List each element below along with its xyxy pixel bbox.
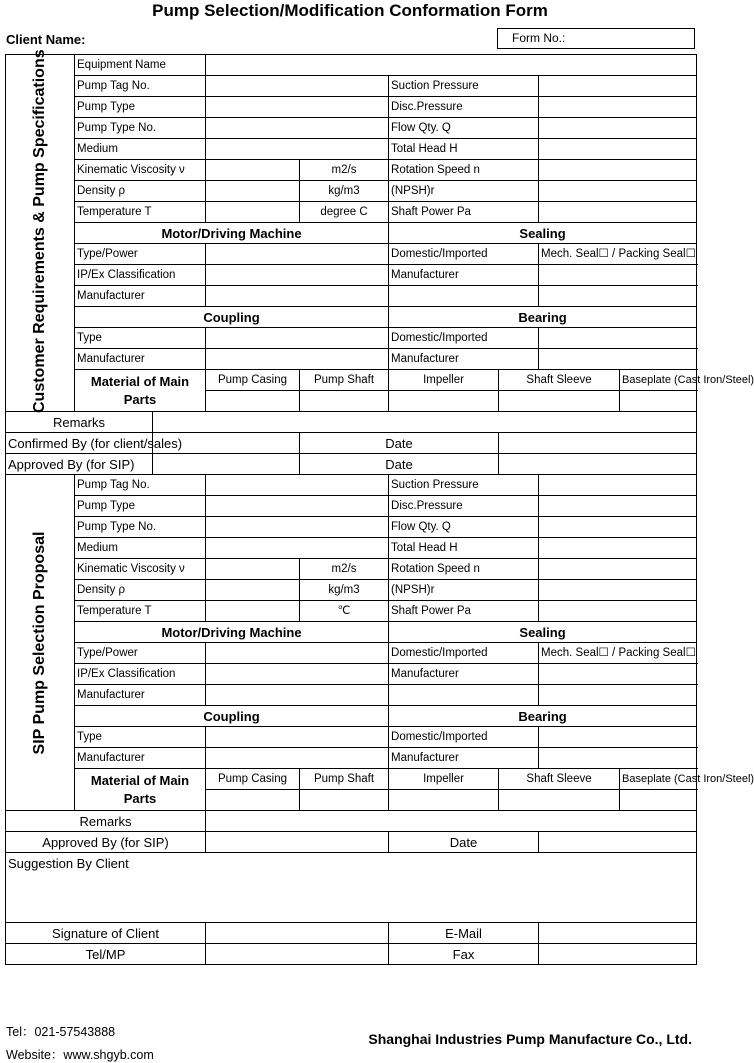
sealing-manufacturer-label: Manufacturer: [389, 265, 539, 286]
section2-vertical-title: [6, 475, 75, 811]
baseplate-field-2[interactable]: [620, 790, 697, 811]
approved-by-label-2: Approved By (for SIP): [6, 832, 206, 853]
ipex-label-2: IP/Ex Classification: [75, 664, 206, 685]
suction-pressure-label: Suction Pressure: [389, 76, 539, 97]
approved-by-field[interactable]: [153, 454, 300, 475]
temperature-label: Temperature T: [75, 202, 206, 223]
sealing-header-2: Sealing: [389, 622, 697, 643]
blank-cell: [539, 685, 697, 706]
part-pump-casing-2: Pump Casing: [206, 769, 300, 790]
flow-qty-label-2: Flow Qty. Q: [389, 517, 539, 538]
pump-type-field-2[interactable]: [206, 496, 389, 517]
baseplate-field[interactable]: [620, 391, 697, 412]
viscosity-label: Kinematic Viscosity ν: [75, 160, 206, 181]
temperature-unit: degree C: [300, 202, 389, 223]
flow-qty-field-2[interactable]: [539, 517, 697, 538]
shaft-power-field-2[interactable]: [539, 601, 697, 622]
blank-cell: [389, 685, 539, 706]
temperature-field-2[interactable]: [206, 601, 300, 622]
sealing-header: Sealing: [389, 223, 697, 244]
viscosity-label-2: Kinematic Viscosity ν: [75, 559, 206, 580]
email-field[interactable]: [539, 923, 697, 944]
pump-casing-field[interactable]: [206, 391, 300, 412]
pump-tag-label: Pump Tag No.: [75, 76, 206, 97]
coupling-type-field[interactable]: [206, 328, 389, 349]
equipment-name-field[interactable]: [206, 55, 697, 76]
part-shaft-sleeve: Shaft Sleeve: [499, 370, 620, 391]
confirmed-date-field[interactable]: [499, 433, 697, 454]
part-pump-shaft: Pump Shaft: [300, 370, 389, 391]
density-unit-2: kg/m3: [300, 580, 389, 601]
motor-header-2: Motor/Driving Machine: [75, 622, 389, 643]
temperature-label-2: Temperature T: [75, 601, 206, 622]
pump-tag-label-2: Pump Tag No.: [75, 475, 206, 496]
section2-title: SIP Pump Selection Proposal: [31, 531, 48, 754]
viscosity-field-2[interactable]: [206, 559, 300, 580]
section1-vertical-title: [6, 49, 75, 413]
npsh-field-2[interactable]: [539, 580, 697, 601]
ipex-field[interactable]: [206, 265, 389, 286]
viscosity-field[interactable]: [206, 160, 300, 181]
npsh-field[interactable]: [539, 181, 697, 202]
pump-casing-field-2[interactable]: [206, 790, 300, 811]
motor-header: Motor/Driving Machine: [75, 223, 389, 244]
type-power-label-2: Type/Power: [75, 643, 206, 664]
pump-type-no-label: Pump Type No.: [75, 118, 206, 139]
bearing-header-2: Bearing: [389, 706, 697, 727]
sealing-manufacturer-field-2[interactable]: [539, 664, 697, 685]
footer-website: Website：www.shgyb.com: [6, 1048, 154, 1062]
rotation-speed-label: Rotation Speed n: [389, 160, 539, 181]
pump-type-label-2: Pump Type: [75, 496, 206, 517]
rotation-speed-field-2[interactable]: [539, 559, 697, 580]
suction-pressure-label-2: Suction Pressure: [389, 475, 539, 496]
bearing-domestic-field[interactable]: [539, 328, 697, 349]
suction-pressure-field[interactable]: [539, 76, 697, 97]
disc-pressure-label: Disc.Pressure: [389, 97, 539, 118]
medium-label: Medium: [75, 139, 206, 160]
density-label-2: Density ρ: [75, 580, 206, 601]
part-pump-shaft-2: Pump Shaft: [300, 769, 389, 790]
density-field-2[interactable]: [206, 580, 300, 601]
suggestion-field[interactable]: [6, 853, 697, 923]
bearing-domestic-label: Domestic/Imported: [389, 328, 539, 349]
approved-by-field-2[interactable]: [206, 832, 389, 853]
total-head-field-2[interactable]: [539, 538, 697, 559]
footer-company: Shanghai Industries Pump Manufacture Co., Ltd.: [368, 1031, 692, 1047]
type-power-field-2[interactable]: [206, 643, 389, 664]
pump-type-no-field-2[interactable]: [206, 517, 389, 538]
shaft-power-label: Shaft Power Pa: [389, 202, 539, 223]
coupling-manufacturer-label-2: Manufacturer: [75, 748, 206, 769]
client-name-label: Client Name:: [6, 32, 86, 47]
temperature-unit-2: ℃: [300, 601, 389, 622]
shaft-sleeve-field-2[interactable]: [499, 790, 620, 811]
coupling-type-field-2[interactable]: [206, 727, 389, 748]
coupling-header: Coupling: [75, 307, 389, 328]
form-title: Pump Selection/Modification Conformation Form: [152, 1, 548, 20]
bearing-manufacturer-field[interactable]: [539, 349, 697, 370]
material-label: Material of Main Parts: [75, 370, 206, 412]
equipment-name-label: Equipment Name: [75, 55, 206, 76]
disc-pressure-label-2: Disc.Pressure: [389, 496, 539, 517]
impeller-field-2[interactable]: [389, 790, 499, 811]
type-power-field[interactable]: [206, 244, 389, 265]
telmp-label: Tel/MP: [6, 944, 206, 965]
part-impeller: Impeller: [389, 370, 499, 391]
pump-shaft-field[interactable]: [300, 391, 389, 412]
part-baseplate-2: Baseplate (Cast Iron/Steel): [620, 769, 697, 790]
flow-qty-field[interactable]: [539, 118, 697, 139]
sealing-domestic-label-2: Domestic/Imported: [389, 643, 539, 664]
pump-shaft-field-2[interactable]: [300, 790, 389, 811]
pump-type-field[interactable]: [206, 97, 389, 118]
fax-label: Fax: [389, 944, 539, 965]
coupling-type-label: Type: [75, 328, 206, 349]
remarks-field[interactable]: [153, 412, 697, 433]
motor-manufacturer-field[interactable]: [206, 286, 389, 307]
disc-pressure-field-2[interactable]: [539, 496, 697, 517]
sealing-manufacturer-field[interactable]: [539, 265, 697, 286]
total-head-label-2: Total Head H: [389, 538, 539, 559]
signature-field[interactable]: [206, 923, 389, 944]
part-impeller-2: Impeller: [389, 769, 499, 790]
approved-date-field[interactable]: [499, 454, 697, 475]
coupling-header-2: Coupling: [75, 706, 389, 727]
pump-type-label: Pump Type: [75, 97, 206, 118]
motor-manufacturer-label: Manufacturer: [75, 286, 206, 307]
part-shaft-sleeve-2: Shaft Sleeve: [499, 769, 620, 790]
approved-date-label-2: Date: [389, 832, 539, 853]
ipex-field-2[interactable]: [206, 664, 389, 685]
ipex-label: IP/Ex Classification: [75, 265, 206, 286]
motor-manufacturer-label-2: Manufacturer: [75, 685, 206, 706]
shaft-sleeve-field[interactable]: [499, 391, 620, 412]
telmp-field[interactable]: [206, 944, 389, 965]
medium-field-2[interactable]: [206, 538, 389, 559]
disc-pressure-field[interactable]: [539, 97, 697, 118]
sealing-domestic-label: Domestic/Imported: [389, 244, 539, 265]
bearing-domestic-label-2: Domestic/Imported: [389, 727, 539, 748]
density-field[interactable]: [206, 181, 300, 202]
form-no-field[interactable]: Form No.:: [497, 28, 695, 49]
rotation-speed-label-2: Rotation Speed n: [389, 559, 539, 580]
conformation-form-table: [5, 49, 754, 965]
suction-pressure-field-2[interactable]: [539, 475, 697, 496]
viscosity-unit: m2/s: [300, 160, 389, 181]
approved-date-label: Date: [300, 454, 499, 475]
blank-cell: [389, 286, 539, 307]
bearing-header: Bearing: [389, 307, 697, 328]
medium-field[interactable]: [206, 139, 389, 160]
material-label-2: Material of Main Parts: [75, 769, 206, 811]
blank-cell: [539, 286, 697, 307]
remarks-label: Remarks: [6, 412, 153, 433]
pump-tag-field-2[interactable]: [206, 475, 389, 496]
coupling-manufacturer-field-2[interactable]: [206, 748, 389, 769]
density-unit: kg/m3: [300, 181, 389, 202]
coupling-type-label-2: Type: [75, 727, 206, 748]
signature-label: Signature of Client: [6, 923, 206, 944]
viscosity-unit-2: m2/s: [300, 559, 389, 580]
approved-date-field-2[interactable]: [539, 832, 697, 853]
seal-type-checkboxes[interactable]: Mech. Seal☐ / Packing Seal☐: [539, 244, 697, 265]
coupling-manufacturer-label: Manufacturer: [75, 349, 206, 370]
coupling-manufacturer-field[interactable]: [206, 349, 389, 370]
pump-type-no-field[interactable]: [206, 118, 389, 139]
pump-type-no-label-2: Pump Type No.: [75, 517, 206, 538]
part-baseplate: Baseplate (Cast Iron/Steel): [620, 370, 697, 391]
pump-tag-field[interactable]: [206, 76, 389, 97]
seal-type-checkboxes-2[interactable]: Mech. Seal☐ / Packing Seal☐: [539, 643, 697, 664]
fax-field[interactable]: [539, 944, 697, 965]
part-pump-casing: Pump Casing: [206, 370, 300, 391]
shaft-power-label-2: Shaft Power Pa: [389, 601, 539, 622]
section1-title: Customer Requirements & Pump Specifications: [31, 49, 48, 413]
shaft-power-field[interactable]: [539, 202, 697, 223]
email-label: E-Mail: [389, 923, 539, 944]
bearing-manufacturer-field-2[interactable]: [539, 748, 697, 769]
npsh-label-2: (NPSH)r: [389, 580, 539, 601]
total-head-field[interactable]: [539, 139, 697, 160]
footer-tel: Tel：021-57543888: [6, 1025, 116, 1039]
medium-label-2: Medium: [75, 538, 206, 559]
suggestion-label: Suggestion By Client: [8, 856, 129, 871]
approved-by-label: Approved By (for SIP): [6, 454, 153, 475]
npsh-label: (NPSH)r: [389, 181, 539, 202]
flow-qty-label: Flow Qty. Q: [389, 118, 539, 139]
bearing-domestic-field-2[interactable]: [539, 727, 697, 748]
bearing-manufacturer-label: Manufacturer: [389, 349, 539, 370]
impeller-field[interactable]: [389, 391, 499, 412]
motor-manufacturer-field-2[interactable]: [206, 685, 389, 706]
rotation-speed-field[interactable]: [539, 160, 697, 181]
bearing-manufacturer-label-2: Manufacturer: [389, 748, 539, 769]
total-head-label: Total Head H: [389, 139, 539, 160]
confirmed-date-label: Date: [300, 433, 499, 454]
density-label: Density ρ: [75, 181, 206, 202]
temperature-field[interactable]: [206, 202, 300, 223]
confirmed-by-label: Confirmed By (for client/sales): [6, 433, 153, 454]
type-power-label: Type/Power: [75, 244, 206, 265]
remarks-label-2: Remarks: [6, 811, 206, 832]
remarks-field-2[interactable]: [206, 811, 697, 832]
sealing-manufacturer-label-2: Manufacturer: [389, 664, 539, 685]
